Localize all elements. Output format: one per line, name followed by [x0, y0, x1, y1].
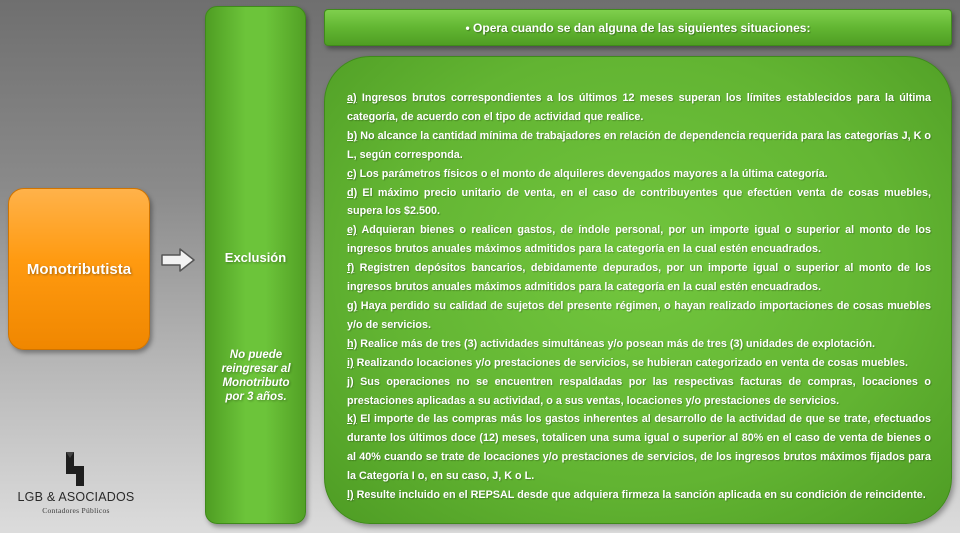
condition-text: Sus operaciones no se encuentren respaldadas por las respectivas facturas de compras, locaciones o prestaciones aplicadas a su actividad, o a sus ventas, locaciones y/o prestaciones de servicios. [347, 375, 931, 407]
company-logo [12, 450, 140, 520]
lgb-logo-icon [58, 450, 92, 488]
condition-letter: j) [347, 375, 354, 388]
condition-item [347, 297, 931, 335]
condition-text: El importe de las compras más los gastos inherentes al desarrollo de la actividad de que se trate, efectuados durante los últimos doce (12) meses, totalicen una suma igual o superior al 80% en el caso de venta de bienes o al 40% cuando se trate de locaciones y/o prestaciones de servicios, de los ingresos brutos máximos fijados para la Categoría I o, en su caso, J, K o L. [347, 413, 931, 483]
exclusion-panel [205, 6, 306, 524]
exclusion-title: Exclusión [224, 250, 287, 265]
condition-text: Realizando locaciones y/o prestaciones de servicios, se hubieran categorizado en venta de cosas muebles. [353, 356, 909, 369]
condition-letter: h) [347, 337, 358, 350]
monotributista-label: Monotributista [26, 260, 132, 278]
condition-letter: g) [347, 299, 358, 312]
condition-letter: d) [347, 186, 358, 199]
condition-letter: l) [347, 489, 354, 502]
condition-letter: i) [347, 356, 354, 369]
condition-text: No alcance la cantidad mínima de trabajadores en relación de dependencia requerida para las categorías J, K o L, según corresponda. [347, 129, 931, 161]
condition-item [347, 127, 931, 165]
condition-item [347, 373, 931, 411]
company-name: LGB & ASOCIADOS [17, 490, 135, 504]
condition-letter: a) [347, 92, 357, 104]
monotributista-box [8, 188, 150, 350]
condition-item [347, 354, 931, 373]
condition-text: Resulte incluido en el REPSAL desde que adquiera firmeza la sanción aplicada en su condición de reincidente. [353, 489, 926, 502]
condition-item [347, 89, 931, 127]
right-arrow-icon [160, 248, 196, 272]
condition-letter: f) [347, 262, 355, 275]
condition-item [347, 335, 931, 354]
condition-text: Ingresos brutos correspondientes a los últimos 12 meses superan los límites establecidos para la última categoría, de acuerdo con el tipo de actividad que realice. [347, 92, 931, 123]
condition-letter: c) [347, 167, 357, 180]
situations-header: • Opera cuando se dan alguna de las siguientes situaciones: [324, 9, 952, 46]
condition-text: Haya perdido su calidad de sujetos del presente régimen, o hayan realizado importaciones de cosas muebles y/o de servicios. [347, 299, 931, 331]
condition-text: Adquieran bienes o realicen gastos, de índole personal, por un importe igual o superior al monto de los ingresos brutos anuales máximos admitidos para la categoría en la cual estén encuadrados. [347, 224, 931, 256]
conditions-list [347, 89, 931, 505]
condition-text: Realice más de tres (3) actividades simultáneas y/o posean más de tres (3) unidades de explotación. [357, 337, 876, 350]
company-subtitle: Contadores Públicos [42, 506, 110, 515]
condition-text: Registren depósitos bancarios, debidamente depurados, por un importe igual o superior al monto de los ingresos brutos anuales máximos admitidos para la categoría en la cual estén encuadrados. [347, 262, 931, 294]
condition-text: Los parámetros físicos o el monto de alquileres devengados mayores a la última categoría. [356, 167, 828, 180]
conditions-panel [324, 56, 952, 524]
condition-item [347, 184, 931, 222]
condition-item [347, 410, 931, 486]
condition-item [347, 165, 931, 184]
condition-item [347, 259, 931, 297]
condition-item [347, 486, 931, 505]
condition-letter: e) [347, 224, 357, 237]
condition-text: El máximo precio unitario de venta, en el caso de contribuyentes que efectúen venta de cosas muebles, supera los $2.500. [347, 186, 931, 218]
condition-item [347, 221, 931, 259]
exclusion-note: No puede reingresar al Monotributo por 3 años. [221, 349, 291, 403]
condition-letter: k) [347, 413, 357, 426]
condition-letter: b) [347, 129, 358, 142]
